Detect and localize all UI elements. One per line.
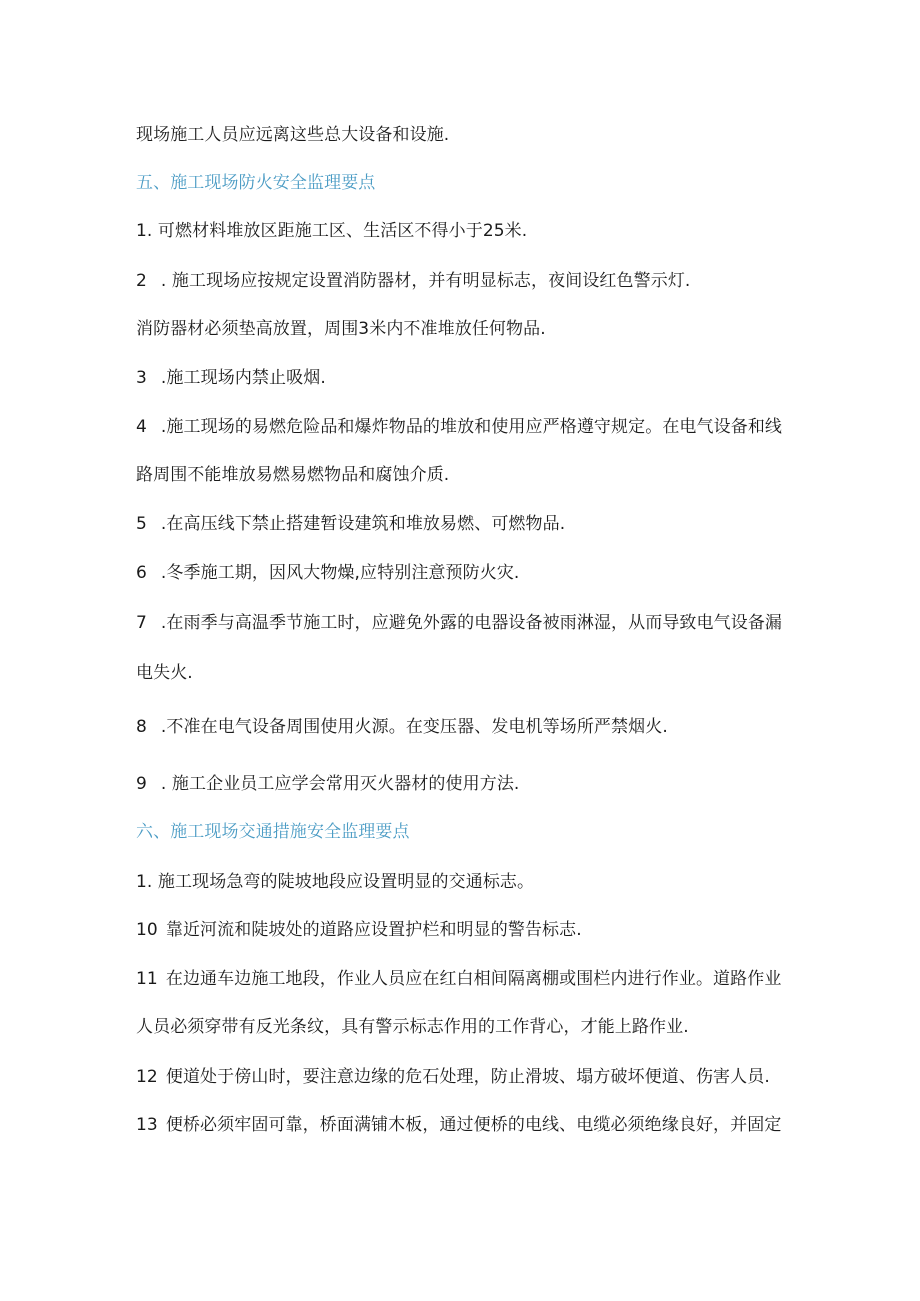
item-number: 10 [136,920,158,940]
line-text: 路周围不能堆放易燃易燃物品和腐蚀介质. [136,465,450,485]
line-text: 靠近河流和陡坡处的道路应设置护栏和明显的警告标志. [165,920,582,940]
list-item [136,562,519,584]
item-number: 2 [136,271,147,291]
item-number: 5 [136,514,147,534]
paragraph-line [136,464,449,486]
section-heading-fire-safety [136,172,375,194]
item-number: 12 [136,1067,158,1087]
line-text: .在高压线下禁止搭建暂设建筑和堆放易燃、可燃物品. [160,514,566,534]
line-text: 在边通车边施工地段，作业人员应在红白相间隔离棚或围栏内进行作业。道路作业 [165,969,782,989]
item-number: 9 [136,774,147,794]
item-number: 8 [136,717,147,737]
line-text: 1. 可燃材料堆放区距施工区、生活区不得小于25米. [136,221,528,241]
item-number: 11 [136,969,158,989]
heading-text: 六、施工现场交通措施安全监理要点 [136,822,410,842]
line-text: .施工现场内禁止吸烟. [160,368,326,388]
line-text: 电失火. [136,663,193,683]
line-text: 便道处于傍山时，要注意边缘的危石处理，防止滑坡、塌方破坏便道、伤害人员. [165,1067,770,1087]
line-text: .在雨季与高温季节施工时，应避免外露的电器设备被雨淋湿，从而导致电气设备漏 [160,613,783,633]
line-text: .施工现场的易燃危险品和爆炸物品的堆放和使用应严格遵守规定。在电气设备和线 [160,417,783,437]
list-item [136,416,782,438]
line-text: . 施工现场应按规定设置消防器材，并有明显标志，夜间设红色警示灯. [160,271,691,291]
item-number: 4 [136,417,147,437]
line-text: 1. 施工现场急弯的陡坡地段应设置明显的交通标志。 [136,872,535,892]
list-item [136,968,781,990]
list-item [136,367,326,389]
paragraph-line [136,662,193,684]
list-item [136,1114,781,1136]
paragraph-line [136,1016,689,1038]
line-text: 现场施工人员应远离这些总大设备和设施. [136,125,450,145]
list-item [136,1066,770,1088]
line-text: 消防器材必须垫高放置，周围3米内不准堆放任何物品. [136,319,546,339]
line-text: . 施工企业员工应学会常用灭火器材的使用方法. [160,774,520,794]
item-number: 13 [136,1115,158,1135]
list-item [136,716,668,738]
paragraph-line [136,318,546,340]
item-number: 6 [136,563,147,583]
section-heading-traffic-safety [136,821,410,843]
list-item [136,919,582,941]
list-item [136,513,565,535]
heading-text: 五、施工现场防火安全监理要点 [136,173,376,193]
list-item [136,773,519,795]
line-text: 人员必须穿带有反光条纹，具有警示标志作用的工作背心，才能上路作业. [136,1017,689,1037]
item-number: 3 [136,368,147,388]
paragraph-line [136,124,449,146]
list-item [136,612,782,634]
line-text: 便桥必须牢固可靠，桥面满铺木板，通过便桥的电线、电缆必须绝缘良好，并固定 [165,1115,782,1135]
list-item [136,220,527,242]
line-text: .不准在电气设备周围使用火源。在变压器、发电机等场所严禁烟火. [160,717,668,737]
list-item [136,871,534,893]
item-number: 7 [136,613,147,633]
line-text: .冬季施工期，因风大物燥,应特别注意预防火灾. [160,563,520,583]
list-item [136,270,690,292]
